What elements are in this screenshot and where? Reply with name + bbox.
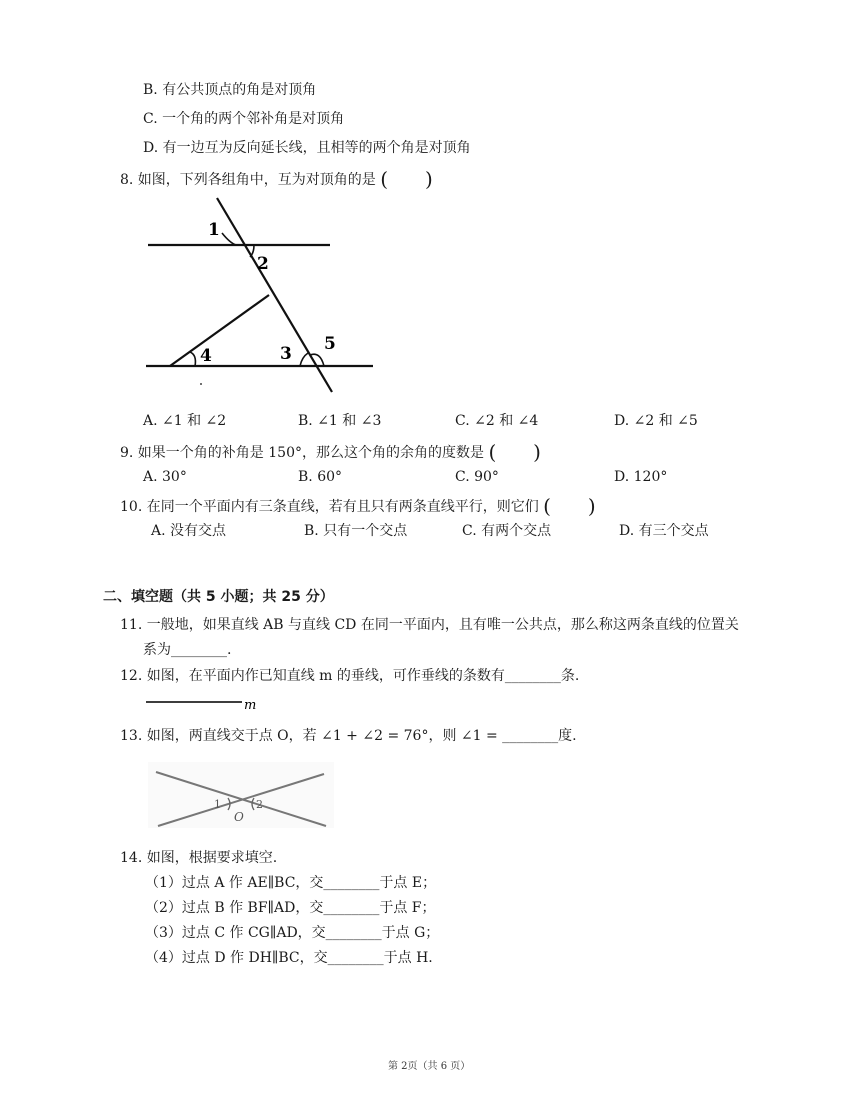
q8-figure [140, 195, 380, 395]
q9-option-a: A. 30° [143, 469, 187, 485]
q9-paren-close: ) [533, 440, 541, 464]
q10-option-d: D. 有三个交点 [619, 523, 709, 539]
q7-option-c: C. 一个角的两个邻补角是对顶角 [143, 111, 345, 127]
q8-label-1: 1 [208, 220, 220, 240]
q8-option-c: C. ∠2 和 ∠4 [455, 413, 539, 429]
q10-stem-text: 10. 在同一个平面内有三条直线，若有且只有两条直线平行，则它们 [120, 499, 539, 515]
q8-arc-1 [222, 233, 236, 245]
page-footer: 第 2页（共 6 页） [388, 1061, 471, 1072]
q10-paren-close: ) [587, 494, 596, 518]
q8-label-4: 4 [200, 346, 212, 366]
q9-stem-text: 9. 如果一个角的补角是 150°，那么这个角的余角的度数是 [120, 445, 484, 461]
q14-stem: 14. 如图，根据要求填空. [120, 850, 278, 866]
q9-option-d: D. 120° [614, 469, 668, 485]
q8-arc-3 [300, 353, 308, 366]
q12-figure [140, 694, 270, 714]
q9-stem [120, 440, 541, 464]
q14-item-2: （2）过点 B 作 BF∥AD，交________于点 F； [145, 900, 436, 916]
q13-label-o: O [234, 810, 244, 824]
section-2-heading: 二、填空题（共 5 小题；共 25 分） [103, 589, 334, 605]
q8-option-d: D. ∠2 和 ∠5 [614, 413, 698, 429]
q8-transversal [217, 198, 332, 392]
q13-figure [148, 762, 338, 832]
q11-line-2: 系为________. [143, 642, 232, 658]
q8-oblique-line [170, 295, 269, 366]
q9-option-c: C. 90° [455, 469, 499, 485]
q10-paren-open: ( [543, 494, 551, 518]
q11-line-1: 11. 一般地，如果直线 AB 与直线 CD 在同一平面内，且有唯一公共点，那么称这两条直线的位置关 [120, 617, 739, 633]
q9-paren-open: ( [488, 440, 497, 464]
q10-option-b: B. 只有一个交点 [304, 523, 408, 539]
q8-paren-open: ( [380, 167, 389, 191]
q9-option-b: B. 60° [298, 469, 343, 485]
q12-label-m: m [244, 698, 257, 713]
q10-option-c: C. 有两个交点 [462, 523, 552, 539]
q8-label-5: 5 [324, 334, 336, 354]
q12-text: 12. 如图，在平面内作已知直线 m 的垂线，可作垂线的条数有________条. [120, 668, 580, 684]
q14-item-3: （3）过点 C 作 CG∥AD，交________于点 G； [145, 925, 440, 941]
q10-option-a: A. 没有交点 [151, 523, 227, 539]
q13-label-1: 1 [214, 798, 221, 811]
q8-option-b: B. ∠1 和 ∠3 [298, 413, 382, 429]
q13-text: 13. 如图，两直线交于点 O，若 ∠1 + ∠2 = 76°，则 ∠1 = ________度. [120, 728, 577, 744]
q13-label-2: 2 [256, 798, 263, 811]
q8-paren-close: ) [424, 167, 433, 191]
q8-stem [120, 167, 433, 191]
q14-item-4: （4）过点 D 作 DH∥BC，交________于点 H. [145, 950, 433, 966]
q7-option-d: D. 有一边互为反向延长线，且相等的两个角是对顶角 [143, 140, 471, 156]
q8-option-a: A. ∠1 和 ∠2 [143, 413, 227, 429]
q8-arc-2 [250, 245, 254, 257]
q8-arc-4 [190, 352, 195, 366]
q14-item-1: （1）过点 A 作 AE∥BC，交________于点 E； [145, 875, 437, 891]
q8-dot [200, 383, 202, 385]
q8-stem-text: 8. 如图，下列各组角中，互为对顶角的是 [120, 172, 376, 188]
q8-label-3: 3 [280, 344, 292, 364]
q8-label-2: 2 [257, 254, 269, 274]
q10-stem [120, 494, 596, 518]
q7-option-b: B. 有公共顶点的角是对顶角 [143, 82, 317, 98]
